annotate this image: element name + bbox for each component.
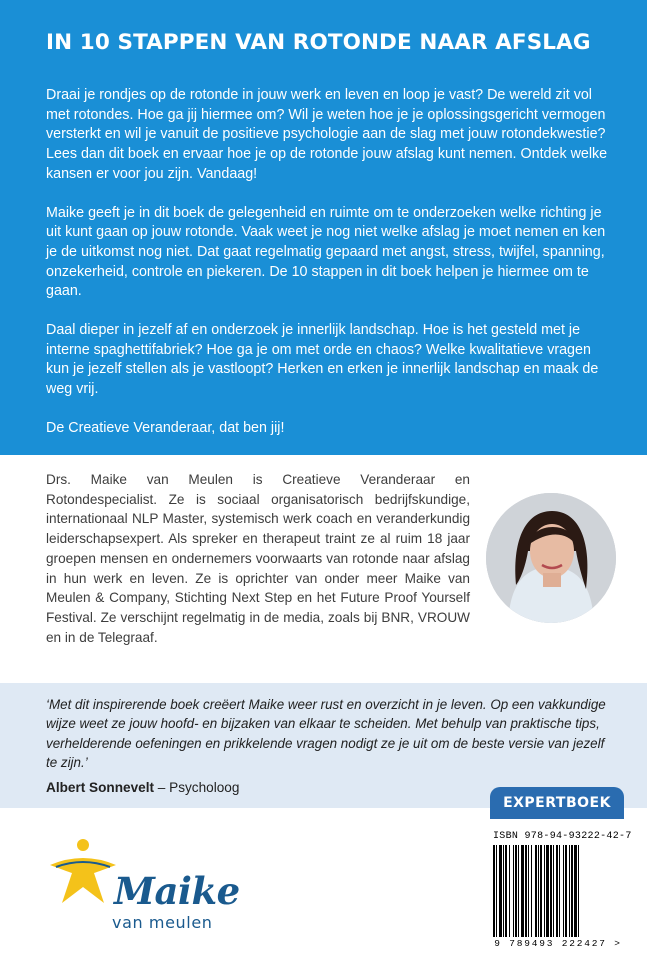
author-bio: Drs. Maike van Meulen is Creatieve Veranderaar en Rotondespecialist. Ze is sociaal organisatorisch bedrijfskundige, internationaal NLP Master, systemisch werk coach en veranderkundig leiderschapsexpert. Als spreker en therapeut traint ze al ruim 18 jaar groepen mensen en ondernemers voorwaarts van rotonde naar afslag in hun werk en leven. Ze is oprichter van onder meer Maike van Meulen & Company, Stichting Next Step en het Future Proof Yourself Festival. Ze verschijnt regelmatig in de media, zoals bij BNR, VROUW en in de Telegraaf. (46, 472, 470, 645)
isbn-label: ISBN 978-94-93222-42-7 (493, 831, 632, 842)
blurb-paragraph: Daal dieper in jezelf af en onderzoek je innerlijk landschap. Hoe is het gesteld met je interne spaghettifabriek? Hoe ga je om met orde en chaos? Welke kwalitatieve vragen kun je jezelf stellen als je vastloopt? Herken en erken je innerlijk landschap en maak de weg vrij. (46, 322, 599, 398)
star-figure-icon (48, 837, 118, 907)
barcode-bars (491, 845, 625, 937)
publisher-badge: EXPERTBOEK (490, 787, 624, 819)
blurb-closing: De Creatieve Veranderaar, dat ben jij! (46, 419, 285, 436)
author-logo (44, 835, 244, 935)
reviewer-name: Albert Sonnevelt (46, 780, 155, 795)
logo-subtitle: van meulen (112, 913, 213, 932)
blurb-paragraph: Draai je rondjes op de rotonde in jouw werk en leven en loop je vast? De wereld zit vol met rotondes. Hoe ga jij hiermee om? Wil je weten hoe je je oplossingsgericht vermogen versterkt en wil je vanuit de positieve psychologie aan de slag met jouw rotondekwestie? Lees dan dit boek en ervaar hoe je op de rotonde jouw afslag kunt nemen. Ontdek welke kansen er voor jou zijn. Vandaag! (46, 87, 608, 182)
summary-section (0, 0, 647, 455)
book-title: IN 10 STAPPEN VAN ROTONDE NAAR AFSLAG (46, 30, 591, 55)
author-photo (486, 493, 616, 623)
logo-wordmark: Maike (114, 869, 240, 913)
author-portrait-icon (486, 493, 616, 623)
blurb (46, 86, 608, 458)
isbn-barcode (489, 829, 632, 953)
review-quote: ‘Met dit inspirerende boek creëert Maike weer rust en overzicht in je leven. Op een vakkundige wijze weet ze jouw hoofd- en bijzaken van elkaar te scheiden. Met behulp van praktische tips, verhelderende oefeningen en prikkelende vragen nodigt ze je uit om de beste versie van jezelf te zijn.’ (46, 697, 606, 770)
barcode-digits: 9 789493 222427 > (494, 938, 622, 949)
blurb-paragraph: Maike geeft je in dit boek de gelegenheid en ruimte om te onderzoeken welke richting je uit kunt gaan op jouw rotonde. Vaak weet je nog niet welke afslag je moet nemen en ken je de uitkomst nog niet. Dat gaat regelmatig gepaard met angst, stress, twijfel, spanning, onzekerheid, controle en piekeren. De 10 stappen in dit boek helpen je hiermee om te gaan. (46, 204, 606, 300)
review-attribution (46, 780, 239, 795)
reviewer-role: – Psycholoog (157, 780, 240, 795)
